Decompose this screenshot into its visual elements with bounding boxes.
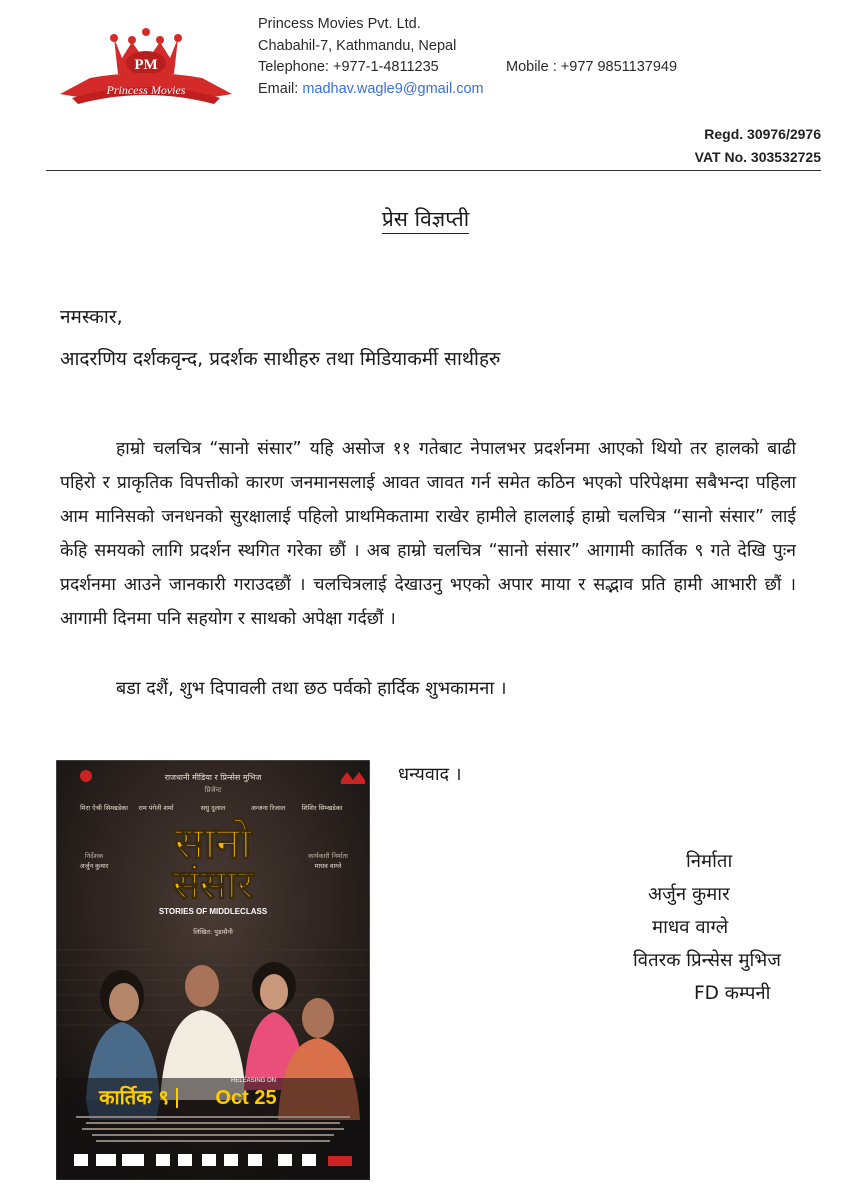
company-header: [258, 14, 678, 100]
poster-title-line-2: संसार: [172, 862, 254, 908]
poster-cast-3: सधु दुलाल: [200, 804, 226, 812]
poster-release-nepali: कार्तिक ९: [99, 1085, 169, 1109]
poster-left-logo-icon: [80, 770, 92, 782]
fd-company: FD कम्पनी: [694, 983, 771, 1004]
poster-cast-5: शिशिर सिम्खडेका: [301, 804, 343, 812]
producer-2: माधव वाग्ले: [652, 917, 729, 938]
poster-cast-2: राम पंगेनी शर्मा: [138, 804, 174, 812]
company-address: Chabahil-7, Kathmandu, Nepal: [258, 37, 457, 54]
poster-cast-1: मिरा ऐश्री सिम्खडेका: [80, 804, 128, 812]
vat-number: VAT No. 303532725: [694, 149, 821, 165]
poster-director-label: निर्देशक: [84, 852, 104, 860]
producer-label: निर्माता: [686, 851, 733, 872]
greeting: नमस्कार,: [60, 306, 123, 328]
poster-presents: प्रिजेन्ट: [204, 786, 222, 794]
poster-release-english: Oct 25: [215, 1087, 277, 1109]
letter-body: हाम्रो चलचित्र “सानो संसार” यहि असोज ११ गतेबाट नेपालभर प्रदर्शनमा आएको थियो तर हालको बाढी पहिरो र प्राकृतिक विपत्तीको कारण जनमानसलाई आवत जावत गर्न समेत कठिन भएको परिपेक्षमा सबैभन्दा पहिला आम मानिसको जनधनको सुरक्षालाई पहिलो प्राथमिकतामा राखेर हामीले हाललाई हाम्रो चलचित्र “सानो संसार” लाई केहि समयको लागि प्रदर्शन स्थगित गरेका छौं । अब हाम्रो चलचित्र “सानो संसार” आगामी कार्तिक ९ गते देखि पुःन प्रदर्शनमा आउने जानकारी गराउदछौं । चलचित्रलाई देखाउनु भएको अपार माया र सद्भाव प्रति हामी आभारी छौं । आगामी दिनमा पनि सहयोग र साथको अपेक्षा गर्दछौं ।: [60, 439, 796, 629]
poster-cast-4: अन्जना रिजाल: [250, 804, 286, 812]
company-mobile: Mobile : +977 9851137949: [506, 59, 678, 75]
header-divider: [46, 170, 821, 171]
addressee-line: आदरणिय दर्शकवृन्द, प्रदर्शक साथीहरु तथा मिडियाकर्मी साथीहरु: [60, 348, 501, 370]
festival-wishes: बडा दशैं, शुभ दिपावली तथा छठ पर्वको हार्दिक शुभकामना ।: [116, 678, 507, 699]
poster-releasing-on: RELEASING ON: [231, 1078, 277, 1084]
email-label: Email:: [258, 80, 303, 97]
company-name: Princess Movies Pvt. Ltd.: [258, 16, 421, 32]
thanks-line: धन्यवाद ।: [398, 764, 462, 785]
registration-block: [695, 123, 821, 169]
film-poster: [56, 760, 370, 1180]
letter-title: प्रेस विज्ञप्ती: [0, 205, 851, 233]
poster-sponsor-logos: [74, 1154, 352, 1166]
logo-initials: PM: [134, 57, 158, 73]
producer-1: अर्जुन कुमार: [648, 884, 730, 905]
logo-banner-text: Princess Movies: [106, 83, 186, 97]
poster-director: अर्जुन कुमार: [79, 862, 109, 870]
poster-exec-label: कार्यकारी निर्माता: [308, 852, 348, 860]
poster-writer: लिखित: पुडासैनी: [193, 928, 233, 936]
company-email-row: [258, 79, 484, 101]
poster-presenter: राजधानी मीडिया र प्रिन्सेस मुभिज: [164, 773, 262, 782]
princess-movies-logo: [58, 28, 234, 114]
poster-subtitle: STORIES OF MIDDLECLASS: [158, 907, 268, 916]
poster-exec: माधव वाग्ले: [314, 862, 342, 870]
distributor: वितरक प्रिन्सेस मुभिज: [633, 950, 782, 971]
regd-number: Regd. 30976/2976: [704, 126, 821, 142]
company-telephone: Telephone: +977-1-4811235: [258, 59, 439, 75]
email-link[interactable]: madhav.wagle9@gmail.com: [302, 80, 484, 97]
poster-title-line-1: सानो: [174, 818, 252, 869]
